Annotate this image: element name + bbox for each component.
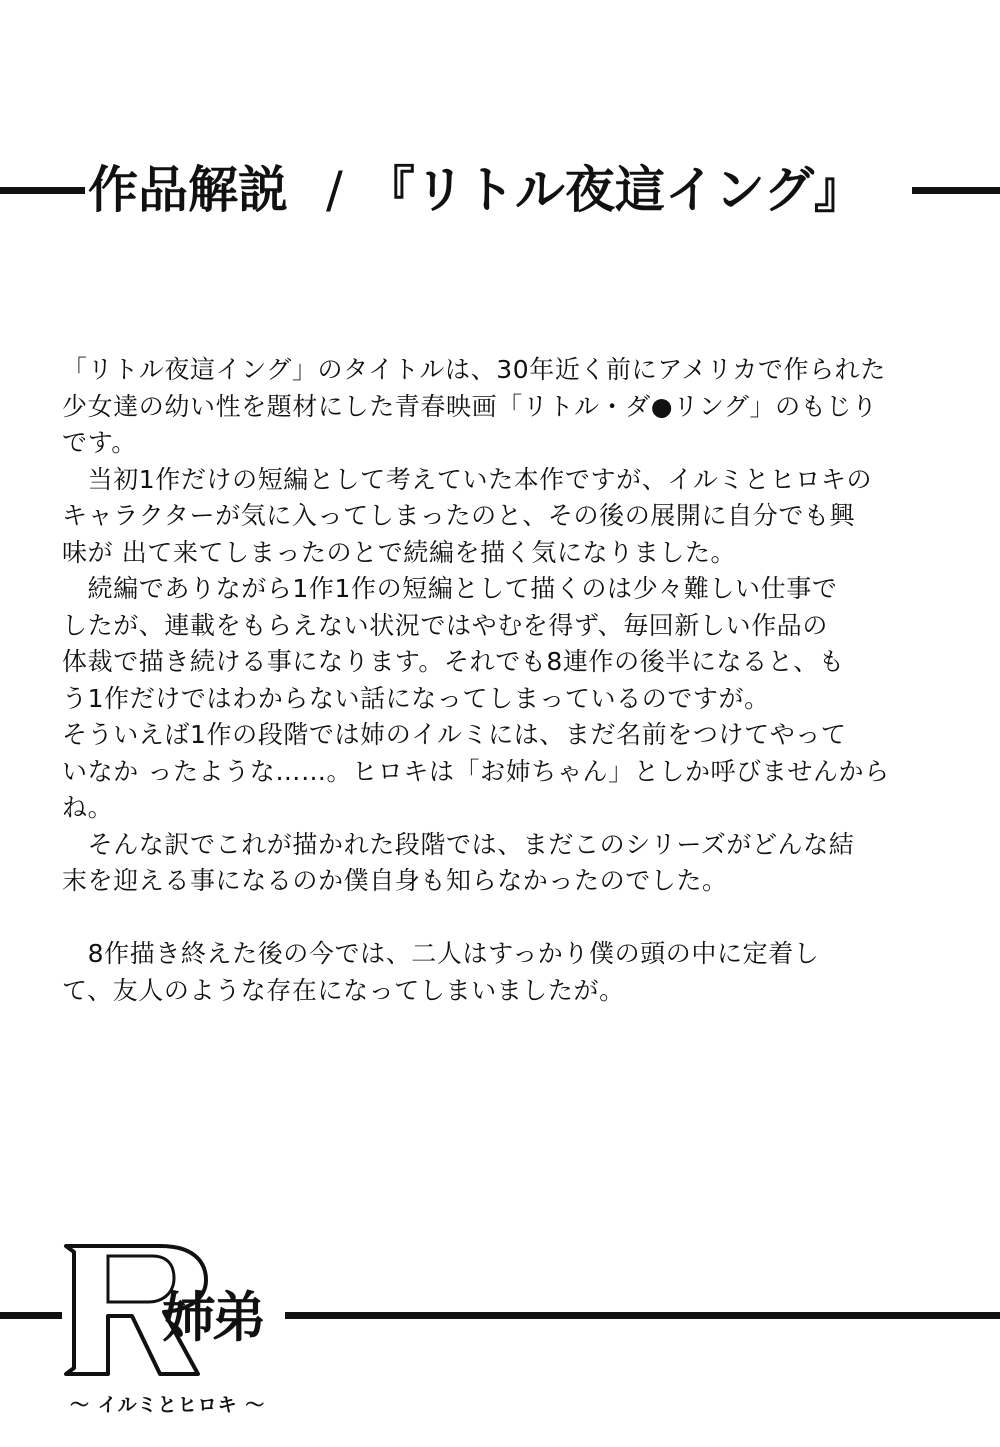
text-line: う1作だけではわからない話になってしまっているのですが。 [62,683,770,713]
logo-subtitle: ～ イルミとヒロキ ～ [70,1394,266,1416]
text-line: 少女達の幼い性を題材にした青春映画「リトル・ダ●リング」のもじり [62,391,878,421]
paragraph-gap [62,900,952,937]
title-work: 『リトル夜這イング』 [364,161,864,219]
title-separator: / [326,161,343,219]
title-main: 作品解説 [88,161,288,219]
header-rule-right [912,187,1000,194]
commentary-text [62,352,952,1009]
text-line: そういえば1作の段階では姉のイルミには、まだ名前をつけてやって [62,720,847,749]
page-header [0,150,1000,230]
text-line: キャラクターが気に入ってしまったのと、その後の展開に自分でも興 [62,501,856,530]
text-line: 体裁で描き続ける事になります。それでも8連作の後半になると、も [62,647,845,676]
text-line: です。 [62,428,137,457]
text-line: て、友人のような存在になってしまいましたが。 [62,975,625,1005]
text-line: 「リトル夜這イング」のタイトルは、30年近く前にアメリカで作られた [62,355,886,384]
page-title [88,150,864,230]
footer-rule-right [285,1312,1000,1319]
text-line: 味が 出て来てしまったのとで続編を描く気になりました。 [62,537,737,567]
series-logo [0,1240,1000,1416]
text-line: 続編でありながら1作1作の短編として描くのは少々難しい仕事で [62,574,838,603]
text-line: ね。 [62,793,114,822]
text-line: そんな訳でこれが描かれた段階では、まだこのシリーズがどんな結 [62,829,855,859]
footer-rule-left [0,1312,62,1319]
text-line: 8作描き終えた後の今では、二人はすっかり僕の頭の中に定着し [62,939,820,968]
logo-kanji: 姉弟 [162,1286,262,1349]
header-rule-left [0,187,85,194]
text-line: 末を迎える事になるのか僕自身も知らなかったのでした。 [62,866,728,895]
text-line: 当初1作だけの短編として考えていた本作ですが、イルミとヒロキの [62,464,873,494]
text-line: いなか ったような……。ヒロキは「お姉ちゃん」としか呼びませんから [62,756,890,786]
text-line: したが、連載をもらえない状況ではやむを得ず、毎回新しい作品の [62,610,829,640]
